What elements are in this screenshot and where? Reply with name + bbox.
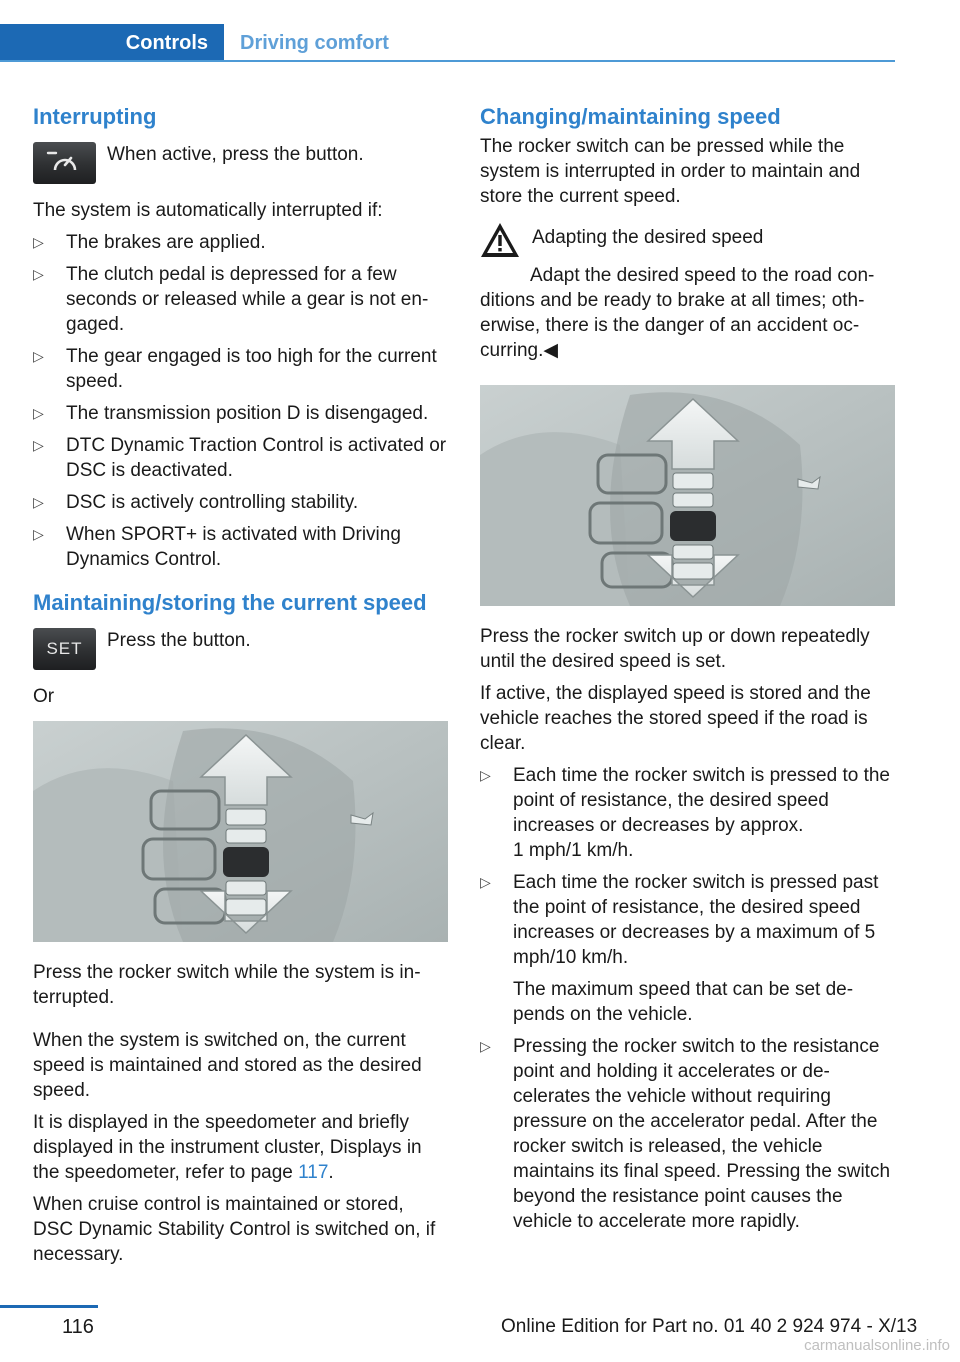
list-item: ▷ The transmission position D is disengaged. — [33, 403, 429, 424]
if-active-text: If active, the displayed speed is stored and the vehicle reaches the stored speed if the road is clear. — [480, 683, 871, 754]
bullet-triangle-icon: ▷ — [33, 437, 44, 453]
bullet-triangle-icon: ▷ — [480, 1038, 491, 1054]
list-item: ▷ The gear engaged is too high for the current speed. — [33, 346, 437, 392]
switched-on-text: When the system is switched on, the current speed is maintained and stored as the desired speed. — [33, 1030, 422, 1101]
rocker-switch-illustration — [33, 721, 448, 942]
auto-interrupt-list — [33, 230, 448, 572]
page-link-117[interactable]: 117 — [298, 1162, 329, 1183]
displayed-text: It is displayed in the speedometer and briefly displayed in the instrument cluster, Displays in the speedometer, refer to page 117. — [33, 1112, 422, 1183]
rocker-behavior-list — [480, 763, 896, 1234]
set-button-label: SET — [46, 639, 83, 658]
rocker-switch-illustration-2 — [480, 385, 895, 606]
warning-text: Adapt the desired speed to the road conditions and be ready to brake at all times; otherwise, there is the danger of an accident occurring.◀ — [480, 265, 875, 361]
list-item: ▷ Each time the rocker switch is pressed past the point of resistance, the desired speed increases or decreases by a maximum of 5 mph/10 km/h. The maximum speed that can be set depends on the vehicle. — [480, 870, 896, 1027]
tab-driving-comfort-label: Driving comfort — [240, 31, 389, 54]
maintaining-heading: Maintaining/storing the current speed — [33, 590, 427, 615]
bullet-triangle-icon: ▷ — [33, 234, 44, 250]
auto-interrupt-intro: The system is automatically interrupted if: — [33, 200, 383, 221]
bullet-triangle-icon: ▷ — [33, 266, 44, 282]
warning-triangle-icon — [480, 221, 520, 259]
online-edition: Online Edition for Part no. 01 40 2 924 974 - X/13 — [501, 1316, 918, 1337]
bullet-triangle-icon: ▷ — [33, 405, 44, 421]
press-repeat-text: Press the rocker switch up or down repeatedly until the desired speed is set. — [480, 626, 870, 672]
set-button-row — [33, 628, 448, 670]
bullet-triangle-icon: ▷ — [33, 348, 44, 364]
list-item: ▷ DTC Dynamic Traction Control is activated or DSC is deactivated. — [33, 435, 447, 481]
cruise-interrupt-button-icon — [33, 142, 96, 184]
set-instruction: Press the button. — [107, 630, 251, 651]
left-column — [33, 100, 448, 1267]
dsc-text: When cruise control is maintained or stored, DSC Dynamic Stability Control is switched on, if necessary. — [33, 1194, 436, 1265]
list-item-note: The maximum speed that can be set depends on the vehicle. — [513, 979, 854, 1025]
bullet-triangle-icon: ▷ — [33, 526, 44, 542]
changing-intro: The rocker switch can be pressed while the system is interrupted in order to maintain and store the current speed. — [480, 136, 861, 207]
rocker-instruction: Press the rocker switch while the system is interrupted. — [33, 962, 421, 1008]
interrupt-button-row — [33, 142, 448, 184]
list-item: ▷ The brakes are applied. — [33, 232, 266, 253]
or-text: Or — [33, 686, 55, 707]
list-item: ▷ When SPORT+ is activated with Driving Dynamics Control. — [33, 524, 401, 570]
list-item: ▷ Pressing the rocker switch to the resistance point and holding it accelerates or decelerates the vehicle without requiring pressure on the accelerator pedal. After the rocker switch is released, the vehicle maintains its final speed. Pressing the switch beyond the resistance point causes the vehicle to accelerate more rapidly. — [480, 1036, 891, 1232]
page-number: 116 — [62, 1316, 94, 1338]
warning-title: Adapting the desired speed — [532, 227, 764, 248]
tab-driving-comfort[interactable] — [240, 24, 389, 62]
tab-controls[interactable] — [0, 24, 224, 62]
bullet-triangle-icon: ▷ — [480, 767, 491, 783]
tab-controls-label: Controls — [125, 31, 208, 54]
watermark: carmanualsonline.info — [804, 1337, 950, 1354]
set-button-icon — [33, 628, 96, 670]
list-item: ▷ Each time the rocker switch is pressed to the point of resistance, the desired speed increases or decreases by approx. 1 mph/1 km/h. — [480, 765, 890, 861]
right-column — [480, 100, 896, 1234]
bullet-triangle-icon: ▷ — [33, 494, 44, 510]
warning-box — [480, 221, 896, 259]
footer-rule — [0, 1305, 98, 1308]
changing-heading: Changing/maintaining speed — [480, 104, 781, 129]
interrupting-heading: Interrupting — [33, 104, 157, 129]
chapter-header — [0, 24, 895, 62]
list-item: ▷ The clutch pedal is depressed for a few seconds or released while a gear is not engaged. — [33, 264, 429, 335]
header-rule — [0, 60, 895, 62]
bullet-triangle-icon: ▷ — [480, 874, 491, 890]
list-item: ▷ DSC is actively controlling stability. — [33, 492, 359, 513]
interrupt-instruction: When active, press the button. — [107, 144, 364, 165]
